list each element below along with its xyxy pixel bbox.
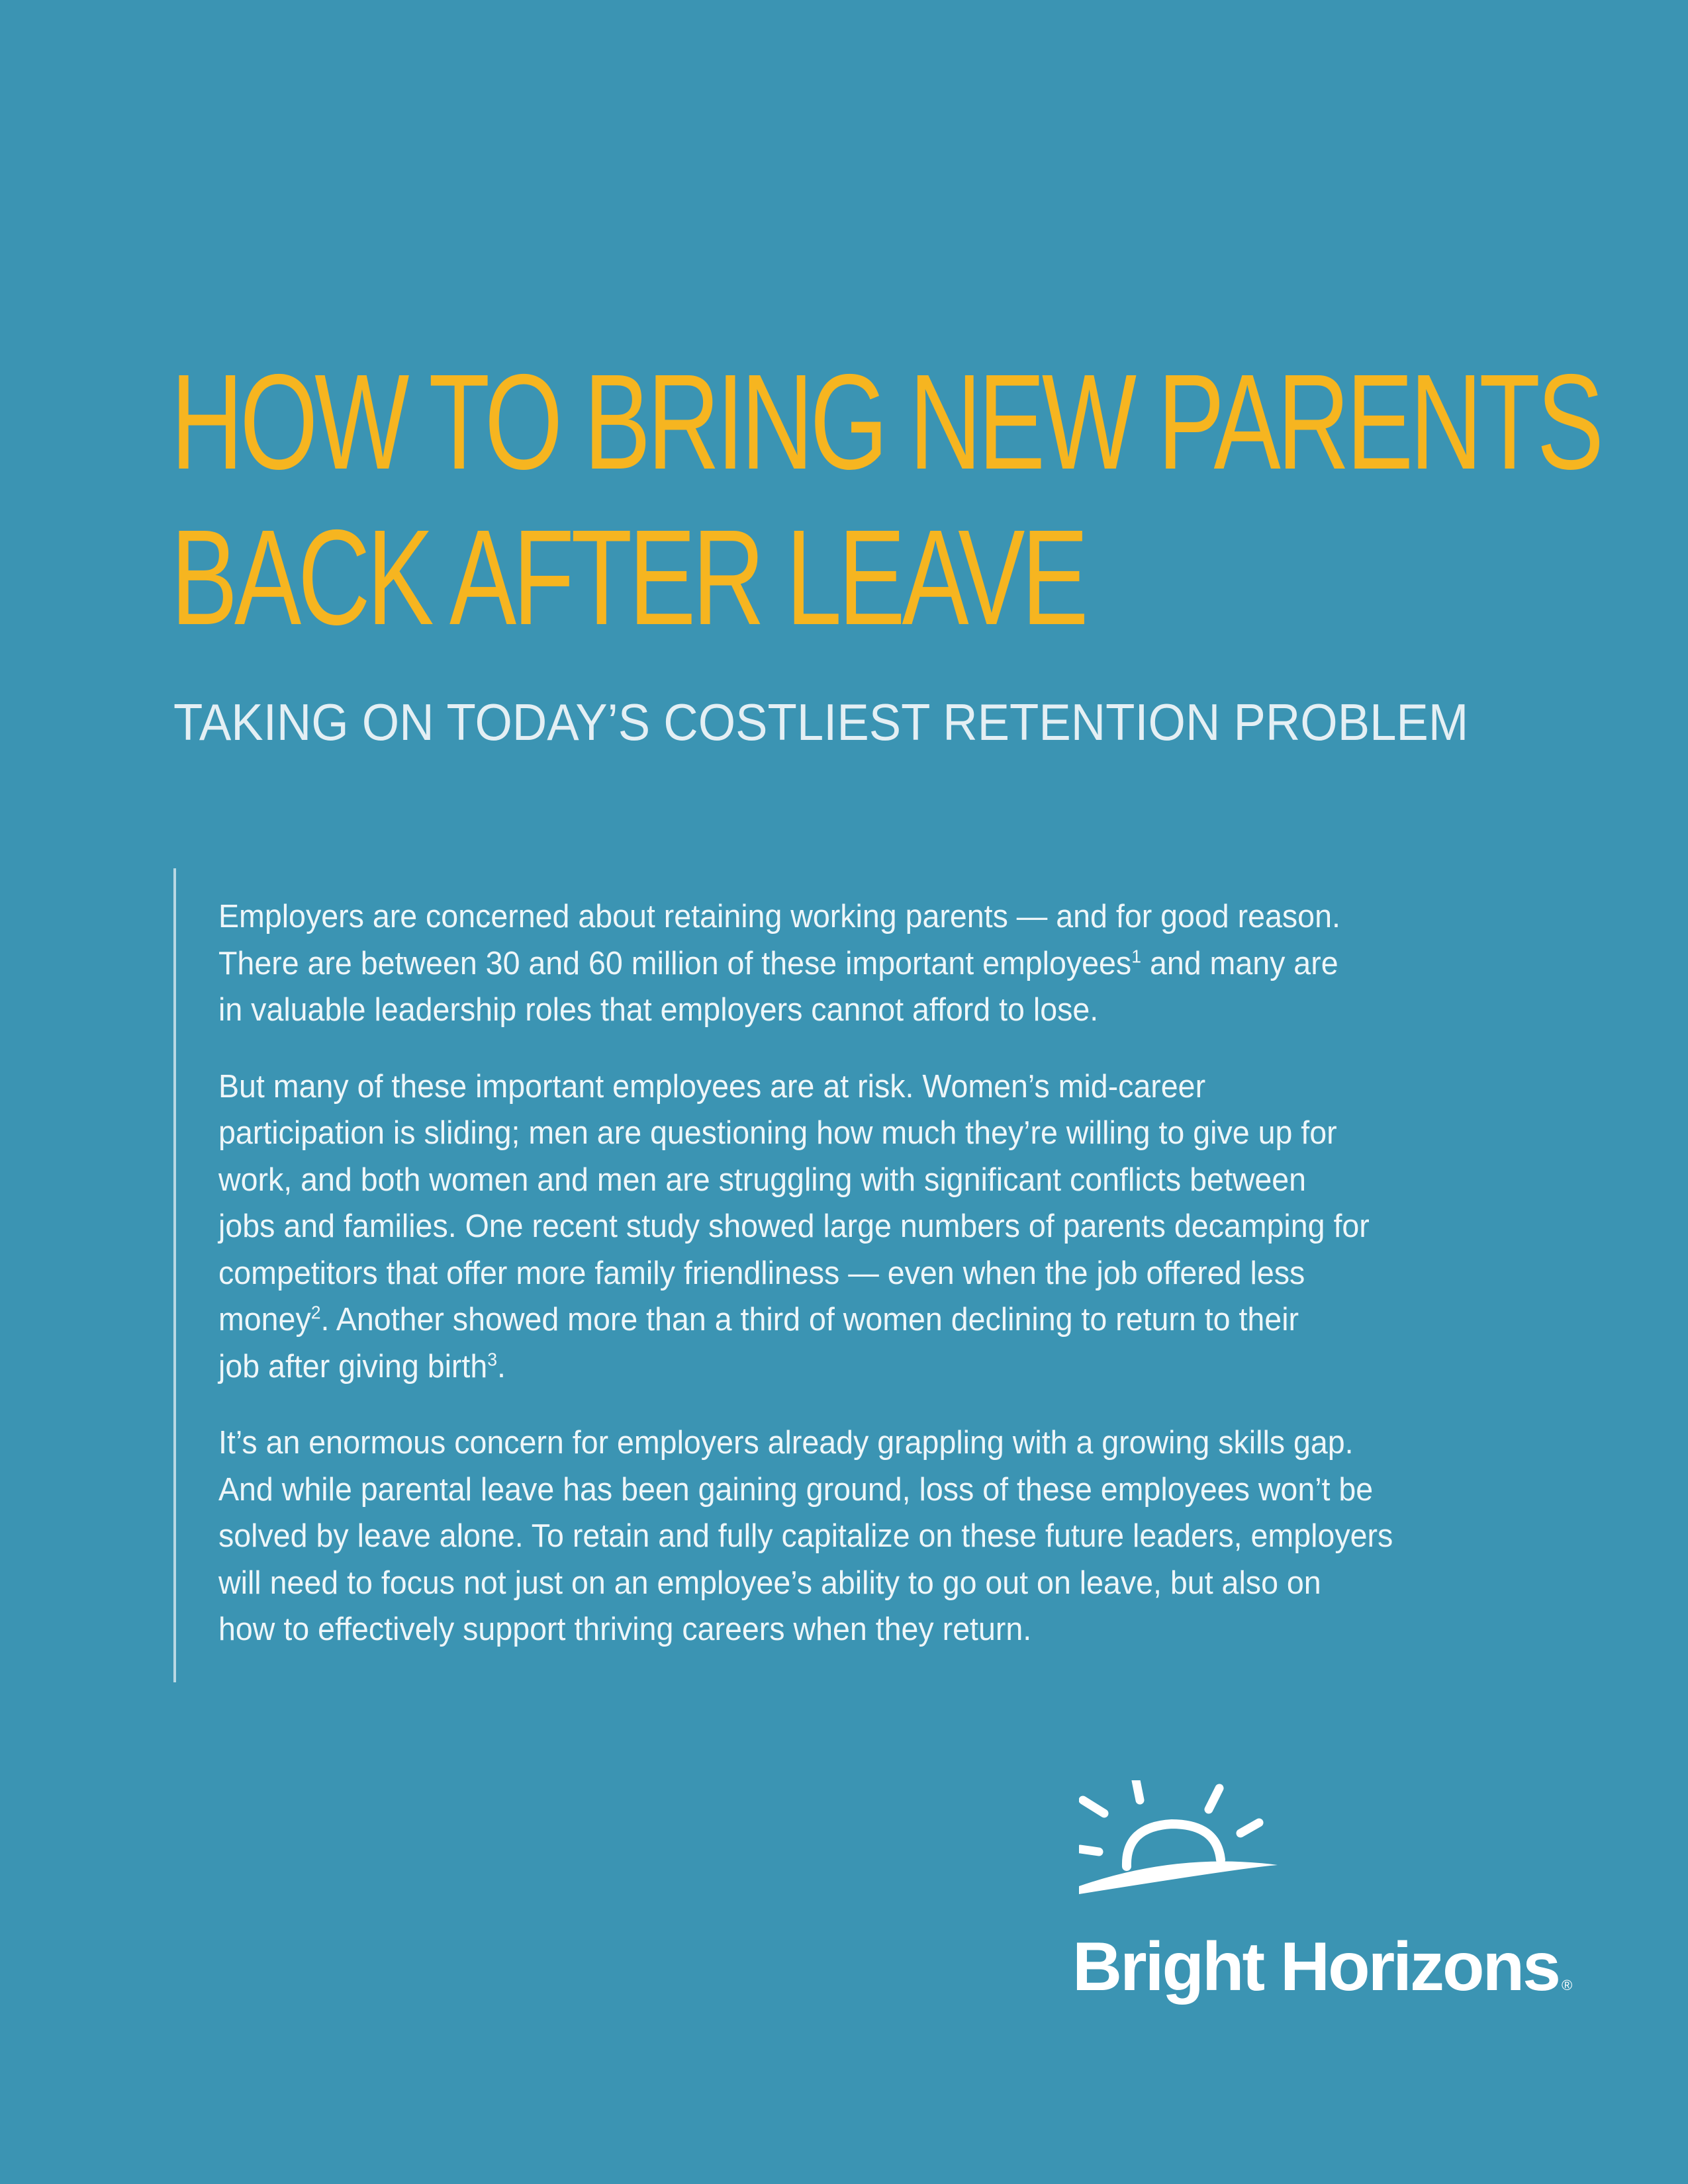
sun-horizon-icon [1079, 1780, 1503, 1939]
intro-text [218, 893, 1569, 1683]
p2-line-7b: . [497, 1348, 506, 1385]
p2-line-6 [218, 1297, 1501, 1343]
footnote-ref-2: 2 [310, 1302, 321, 1323]
sun-ray-5 [1080, 1849, 1099, 1852]
p1-line-3: in valuable leadership roles that employers cannot afford to lose. [218, 992, 1099, 1028]
p2-line-6b: . Another showed more than a third of women declining to return to their [320, 1302, 1299, 1338]
footnote-ref-1: 1 [1131, 946, 1142, 967]
p1-line-2 [218, 940, 1501, 987]
logo-name: Bright Horizons [1072, 1929, 1559, 2005]
p2-line-6a: money [218, 1302, 311, 1338]
registered-mark: ® [1561, 1977, 1573, 1993]
sun-arc [1127, 1824, 1221, 1866]
p1-line-2b: and many are [1141, 945, 1338, 981]
p1-line-2a: There are between 30 and 60 million of these important employees [218, 945, 1132, 981]
sun-ray-3 [1083, 1800, 1104, 1813]
p1-line-1: Employers are concerned about retaining working parents — and for good reason. [218, 899, 1340, 934]
p3-line-4: will need to focus not just on an employee’s ability to go out on leave, but also on [218, 1565, 1321, 1601]
footnote-ref-3: 3 [487, 1349, 498, 1370]
title-line-1: HOW TO BRING NEW PARENTS [171, 346, 1601, 498]
horizon-swoosh [1079, 1861, 1278, 1894]
vertical-rule [173, 868, 176, 1682]
p3-line-2: And while parental leave has been gaining ground, loss of these employees won’t be [218, 1471, 1374, 1508]
bright-horizons-logo [1066, 1780, 1573, 2019]
paragraph-1 [218, 893, 1569, 1034]
p2-line-7a: job after giving birth [218, 1348, 488, 1385]
sun-ray-1 [1136, 1780, 1140, 1800]
page-title [171, 344, 1601, 655]
p2-line-1: But many of these important employees are at risk. Women’s mid-career [218, 1068, 1206, 1105]
p3-line-5: how to effectively support thriving careers when they return. [218, 1612, 1032, 1647]
p3-line-3: solved by leave alone. To retain and fully capitalize on these future leaders, employers [218, 1518, 1393, 1554]
p2-line-5: competitors that offer more family friendliness — even when the job offered less [218, 1255, 1305, 1291]
p2-line-2: participation is sliding; men are questioning how much they’re willing to give up for [218, 1115, 1337, 1151]
paragraph-3 [218, 1420, 1569, 1653]
page-subtitle: TAKING ON TODAY’S COSTLIEST RETENTION PROBLEM [173, 693, 1469, 751]
title-line-2: BACK AFTER LEAVE [171, 502, 1086, 653]
p2-line-4: jobs and families. One recent study showed large numbers of parents decamping for [218, 1208, 1370, 1244]
logo-wordmark [1072, 1927, 1572, 2025]
p3-line-1: It’s an enormous concern for employers already grappling with a growing skills gap. [218, 1425, 1354, 1461]
sun-ray-2 [1209, 1788, 1219, 1809]
p2-line-7 [218, 1343, 1501, 1390]
sun-ray-4 [1241, 1823, 1259, 1833]
paragraph-2 [218, 1064, 1569, 1390]
p2-line-3: work, and both women and men are struggling with significant conflicts between [218, 1161, 1307, 1198]
